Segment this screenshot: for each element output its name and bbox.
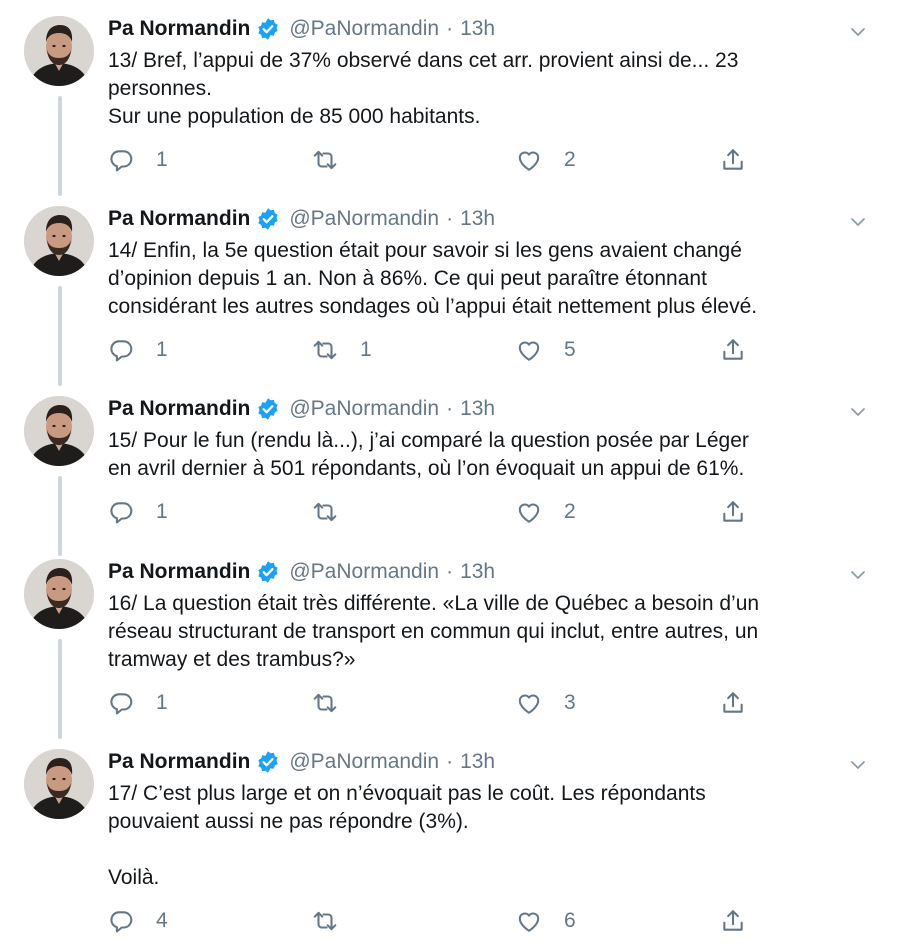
verified-badge-icon	[256, 750, 280, 774]
tweet-text-line: tramway et des trambus?»	[108, 648, 356, 671]
verified-badge-icon	[256, 207, 280, 231]
avatar[interactable]	[24, 749, 94, 819]
verified-badge-icon	[256, 560, 280, 584]
heart-icon	[516, 337, 542, 363]
tweet-text-line: 16/ La question était très différente. «La ville de Québec a besoin d’un	[108, 592, 760, 615]
separator-dot: ·	[446, 560, 454, 583]
chevron-down-icon[interactable]	[846, 753, 870, 777]
tweet-actions	[108, 688, 758, 718]
reply-count: 1	[156, 148, 168, 171]
share-icon	[720, 337, 746, 363]
author-handle[interactable]: @PaNormandin	[289, 17, 440, 40]
tweet-text	[108, 427, 888, 483]
retweet-button[interactable]	[312, 335, 372, 365]
verified-badge-icon	[256, 17, 280, 41]
like-count: 6	[564, 909, 576, 932]
retweet-icon	[312, 337, 338, 363]
timestamp[interactable]: 13h	[460, 17, 496, 40]
author-name[interactable]: Pa Normandin	[108, 750, 251, 773]
share-button[interactable]	[720, 145, 746, 175]
heart-icon	[516, 690, 542, 716]
tweet-text	[108, 590, 888, 674]
tweet-text-line: 13/ Bref, l’appui de 37% observé dans cet arr. provient ainsi de... 23	[108, 49, 739, 72]
thread-connector-line	[58, 96, 62, 196]
tweet-text-line: Voilà.	[108, 866, 160, 889]
thread-connector-line	[58, 639, 62, 739]
like-button[interactable]	[516, 688, 576, 718]
reply-button[interactable]	[108, 906, 168, 936]
heart-icon	[516, 499, 542, 525]
separator-dot: ·	[446, 750, 454, 773]
share-icon	[720, 908, 746, 934]
author-handle[interactable]: @PaNormandin	[289, 560, 440, 583]
tweet-text-line: pouvaient aussi ne pas répondre (3%).	[108, 810, 469, 833]
author-name[interactable]: Pa Normandin	[108, 207, 251, 230]
retweet-icon	[312, 690, 338, 716]
tweet-text-line: 17/ C’est plus large et on n’évoquait pas le coût. Les répondants	[108, 782, 706, 805]
tweet-text	[108, 237, 888, 321]
retweet-icon	[312, 147, 338, 173]
heart-icon	[516, 908, 542, 934]
author-handle[interactable]: @PaNormandin	[289, 397, 440, 420]
tweet-actions	[108, 906, 758, 936]
retweet-button[interactable]	[312, 145, 360, 175]
reply-icon	[108, 908, 134, 934]
reply-count: 4	[156, 909, 168, 932]
chevron-down-icon[interactable]	[846, 400, 870, 424]
author-handle[interactable]: @PaNormandin	[289, 207, 440, 230]
timestamp[interactable]: 13h	[460, 750, 496, 773]
like-count: 5	[564, 338, 576, 361]
reply-icon	[108, 337, 134, 363]
avatar[interactable]	[24, 16, 94, 86]
reply-icon	[108, 147, 134, 173]
share-icon	[720, 499, 746, 525]
like-count: 3	[564, 691, 576, 714]
like-count: 2	[564, 148, 576, 171]
like-button[interactable]	[516, 497, 576, 527]
avatar[interactable]	[24, 559, 94, 629]
tweet-actions	[108, 335, 758, 365]
retweet-button[interactable]	[312, 497, 360, 527]
share-button[interactable]	[720, 335, 746, 365]
avatar[interactable]	[24, 396, 94, 466]
timestamp[interactable]: 13h	[460, 560, 496, 583]
tweet-text-line: personnes.	[108, 77, 212, 100]
tweet-text-line: 14/ Enfin, la 5e question était pour savoir si les gens avaient changé	[108, 239, 742, 262]
share-button[interactable]	[720, 688, 746, 718]
separator-dot: ·	[446, 17, 454, 40]
reply-button[interactable]	[108, 497, 168, 527]
reply-count: 1	[156, 338, 168, 361]
reply-count: 1	[156, 500, 168, 523]
tweet-text-line: d’opinion depuis 1 an. Non à 86%. Ce qui peut paraître étonnant	[108, 267, 707, 290]
verified-badge-icon	[256, 397, 280, 421]
timestamp[interactable]: 13h	[460, 397, 496, 420]
like-button[interactable]	[516, 906, 576, 936]
author-name[interactable]: Pa Normandin	[108, 17, 251, 40]
avatar[interactable]	[24, 206, 94, 276]
like-button[interactable]	[516, 335, 576, 365]
reply-button[interactable]	[108, 145, 168, 175]
reply-button[interactable]	[108, 335, 168, 365]
like-button[interactable]	[516, 145, 576, 175]
tweet-actions	[108, 145, 758, 175]
reply-icon	[108, 499, 134, 525]
author-handle[interactable]: @PaNormandin	[289, 750, 440, 773]
retweet-count: 1	[360, 338, 372, 361]
retweet-button[interactable]	[312, 906, 360, 936]
share-button[interactable]	[720, 497, 746, 527]
tweet-text	[108, 47, 888, 131]
share-icon	[720, 147, 746, 173]
retweet-icon	[312, 499, 338, 525]
tweet-text-line: considérant les autres sondages où l’appui était nettement plus élevé.	[108, 295, 758, 318]
thread-connector-line	[58, 476, 62, 556]
chevron-down-icon[interactable]	[846, 210, 870, 234]
separator-dot: ·	[446, 207, 454, 230]
chevron-down-icon[interactable]	[846, 563, 870, 587]
timestamp[interactable]: 13h	[460, 207, 496, 230]
tweet-text	[108, 780, 888, 892]
tweet-text-line: Sur une population de 85 000 habitants.	[108, 105, 481, 128]
thread-connector-line	[58, 286, 62, 386]
reply-count: 1	[156, 691, 168, 714]
blank-line	[108, 836, 888, 864]
reply-button[interactable]	[108, 688, 168, 718]
share-icon	[720, 690, 746, 716]
tweet-text-line: réseau structurant de transport en commun qui inclut, entre autres, un	[108, 620, 759, 643]
heart-icon	[516, 147, 542, 173]
reply-icon	[108, 690, 134, 716]
tweet-actions	[108, 497, 758, 527]
author-name[interactable]: Pa Normandin	[108, 560, 251, 583]
retweet-icon	[312, 908, 338, 934]
share-button[interactable]	[720, 906, 746, 936]
tweet-text-line: en avril dernier à 501 répondants, où l’on évoquait un appui de 61%.	[108, 457, 745, 480]
like-count: 2	[564, 500, 576, 523]
tweet-text-line: 15/ Pour le fun (rendu là...), j’ai comparé la question posée par Léger	[108, 429, 749, 452]
author-name[interactable]: Pa Normandin	[108, 397, 251, 420]
chevron-down-icon[interactable]	[846, 20, 870, 44]
separator-dot: ·	[446, 397, 454, 420]
retweet-button[interactable]	[312, 688, 360, 718]
